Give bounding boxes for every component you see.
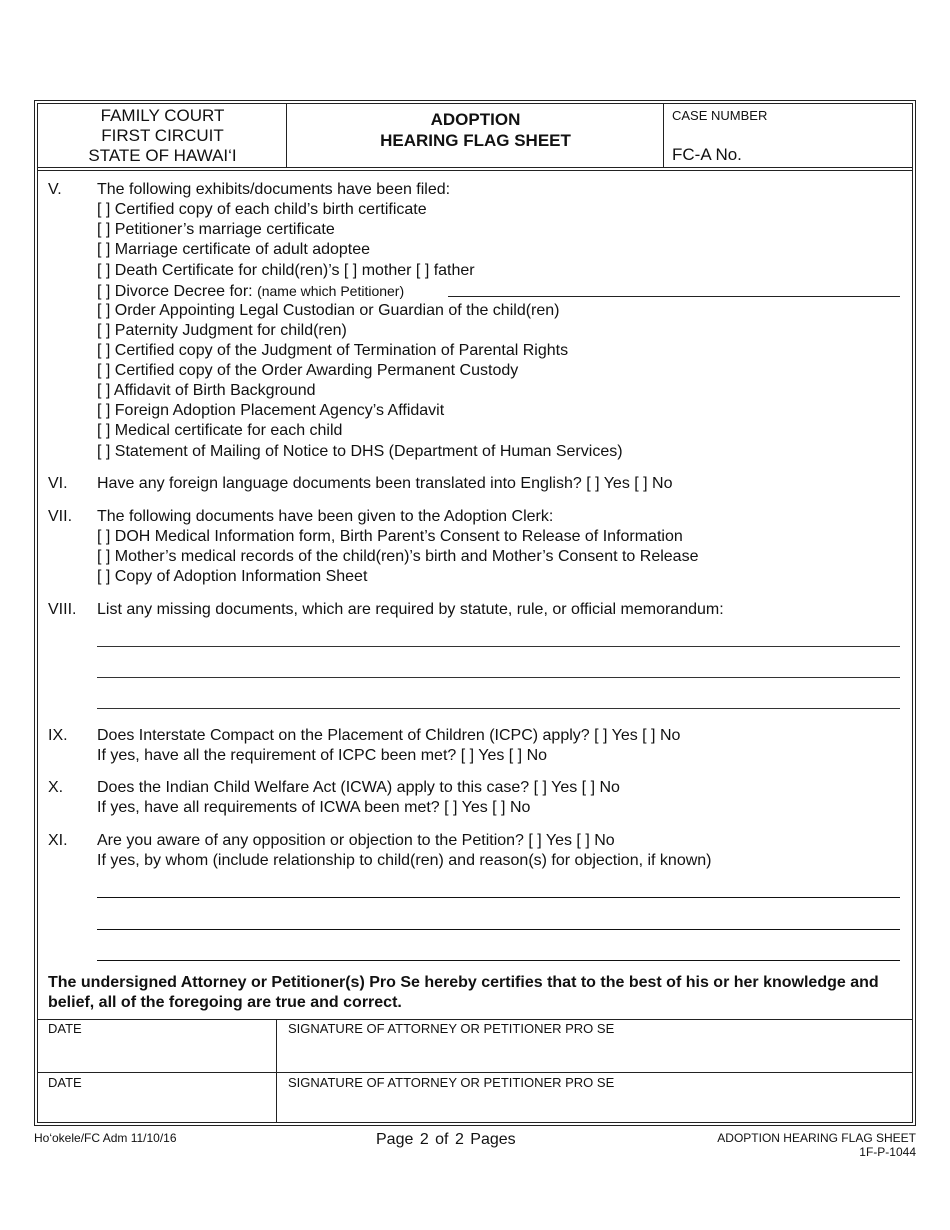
section-ix-number: IX. <box>48 727 68 744</box>
exhibit-paternity-judgment[interactable]: [ ] Paternity Judgment for child(ren) <box>97 322 347 339</box>
missing-docs-line[interactable] <box>97 677 900 678</box>
divorce-decree-note: (name which Petitioner) <box>257 283 405 299</box>
section-v-intro: The following exhibits/documents have been filed: <box>97 181 451 198</box>
signature-label: SIGNATURE OF ATTORNEY OR PETITIONER PRO SE <box>288 1075 615 1090</box>
certification-statement: The undersigned Attorney or Petitioner(s) Pro Se hereby certifies that to the best of his or her knowledge and belief, all of the foregoing are true and correct. <box>48 974 879 1011</box>
section-vii-number: VII. <box>48 508 73 525</box>
date-label: DATE <box>48 1021 82 1036</box>
case-number-field[interactable]: FC-A No. <box>672 145 742 164</box>
section-vi-number: VI. <box>48 475 68 492</box>
section-x-number: X. <box>48 779 64 796</box>
signature-row-divider <box>37 1072 913 1073</box>
signature-field[interactable] <box>280 1092 910 1122</box>
section-xi-number: XI. <box>48 832 68 849</box>
signature-table-top <box>37 1019 913 1020</box>
exhibit-death-certificate[interactable]: [ ] Death Certificate for child(ren)’s [ ] mother [ ] father <box>97 262 475 279</box>
opposition-line[interactable] <box>97 960 900 961</box>
date-field[interactable] <box>40 1038 274 1070</box>
exhibit-petitioner-marriage[interactable]: [ ] Petitioner’s marriage certificate <box>97 221 335 238</box>
form-id <box>717 1131 916 1159</box>
section-viii-question: List any missing documents, which are required by statute, rule, or official memorandum: <box>97 601 724 618</box>
court-line-2: FIRST CIRCUIT <box>101 126 224 145</box>
exhibit-birth-background[interactable]: [ ] Affidavit of Birth Background <box>97 382 316 399</box>
divorce-decree-label: [ ] Divorce Decree for: <box>97 283 253 300</box>
header-bottom-rule-2 <box>37 170 913 171</box>
divorce-decree-fill-line[interactable] <box>448 296 900 297</box>
exhibit-permanent-custody[interactable]: [ ] Certified copy of the Order Awarding Permanent Custody <box>97 362 519 379</box>
section-vi-question[interactable]: Have any foreign language documents been translated into English? [ ] Yes [ ] No <box>97 475 673 492</box>
header-divider-1 <box>286 103 287 167</box>
clerk-doh-form[interactable]: [ ] DOH Medical Information form, Birth Parent’s Consent to Release of Information <box>97 528 683 545</box>
exhibit-legal-custodian-order[interactable]: [ ] Order Appointing Legal Custodian or Guardian of the child(ren) <box>97 302 560 319</box>
clerk-adoption-info-sheet[interactable]: [ ] Copy of Adoption Information Sheet <box>97 568 368 585</box>
missing-docs-line[interactable] <box>97 646 900 647</box>
form-name: ADOPTION HEARING FLAG SHEET <box>717 1131 916 1145</box>
signature-column-divider <box>276 1019 277 1123</box>
icpc-apply-question[interactable]: Does Interstate Compact on the Placement of Children (ICPC) apply? [ ] Yes [ ] No <box>97 727 681 744</box>
icwa-met-question[interactable]: If yes, have all requirements of ICWA been met? [ ] Yes [ ] No <box>97 799 531 816</box>
exhibit-divorce-decree[interactable] <box>97 281 404 302</box>
opposition-line[interactable] <box>97 897 900 898</box>
form-code: 1F-P-1044 <box>859 1145 916 1159</box>
date-field[interactable] <box>40 1092 274 1122</box>
icwa-apply-question[interactable]: Does the Indian Child Welfare Act (ICWA) apply to this case? [ ] Yes [ ] No <box>97 779 620 796</box>
exhibit-medical-certificate[interactable]: [ ] Medical certificate for each child <box>97 422 343 439</box>
icpc-met-question[interactable]: If yes, have all the requirement of ICPC been met? [ ] Yes [ ] No <box>97 747 548 764</box>
court-name <box>40 106 285 166</box>
title-line-2: HEARING FLAG SHEET <box>380 131 571 150</box>
court-line-1: FAMILY COURT <box>100 106 225 125</box>
header-divider-2 <box>663 103 664 167</box>
date-label: DATE <box>48 1075 82 1090</box>
court-line-3: STATE OF HAWAI‘I <box>88 146 237 165</box>
section-v-number: V. <box>48 181 62 198</box>
opposition-details-prompt: If yes, by whom (include relationship to child(ren) and reason(s) for objection, if known) <box>97 852 712 869</box>
exhibit-adult-adoptee-marriage[interactable]: [ ] Marriage certificate of adult adoptee <box>97 241 371 258</box>
form-title <box>288 109 663 151</box>
clerk-mothers-records[interactable]: [ ] Mother’s medical records of the child(ren)’s birth and Mother’s Consent to Release <box>97 548 699 565</box>
header-bottom-rule <box>37 167 913 168</box>
exhibit-foreign-agency-affidavit[interactable]: [ ] Foreign Adoption Placement Agency’s Affidavit <box>97 402 445 419</box>
opposition-question[interactable]: Are you aware of any opposition or objection to the Petition? [ ] Yes [ ] No <box>97 832 615 849</box>
case-number-label: CASE NUMBER <box>672 108 768 123</box>
section-viii-number: VIII. <box>48 601 77 618</box>
signature-label: SIGNATURE OF ATTORNEY OR PETITIONER PRO SE <box>288 1021 615 1036</box>
section-vii-intro: The following documents have been given to the Adoption Clerk: <box>97 508 554 525</box>
exhibit-dhs-mailing[interactable]: [ ] Statement of Mailing of Notice to DHS (Department of Human Services) <box>97 443 623 460</box>
exhibit-termination-judgment[interactable]: [ ] Certified copy of the Judgment of Termination of Parental Rights <box>97 342 569 359</box>
opposition-line[interactable] <box>97 929 900 930</box>
title-line-1: ADOPTION <box>430 110 521 129</box>
signature-field[interactable] <box>280 1038 910 1070</box>
page-number: Page 2 of 2 Pages <box>376 1131 516 1148</box>
missing-docs-line[interactable] <box>97 708 900 709</box>
form-revision: Ho‘okele/FC Adm 11/10/16 <box>34 1131 177 1145</box>
exhibit-birth-certificate[interactable]: [ ] Certified copy of each child’s birth certificate <box>97 201 427 218</box>
